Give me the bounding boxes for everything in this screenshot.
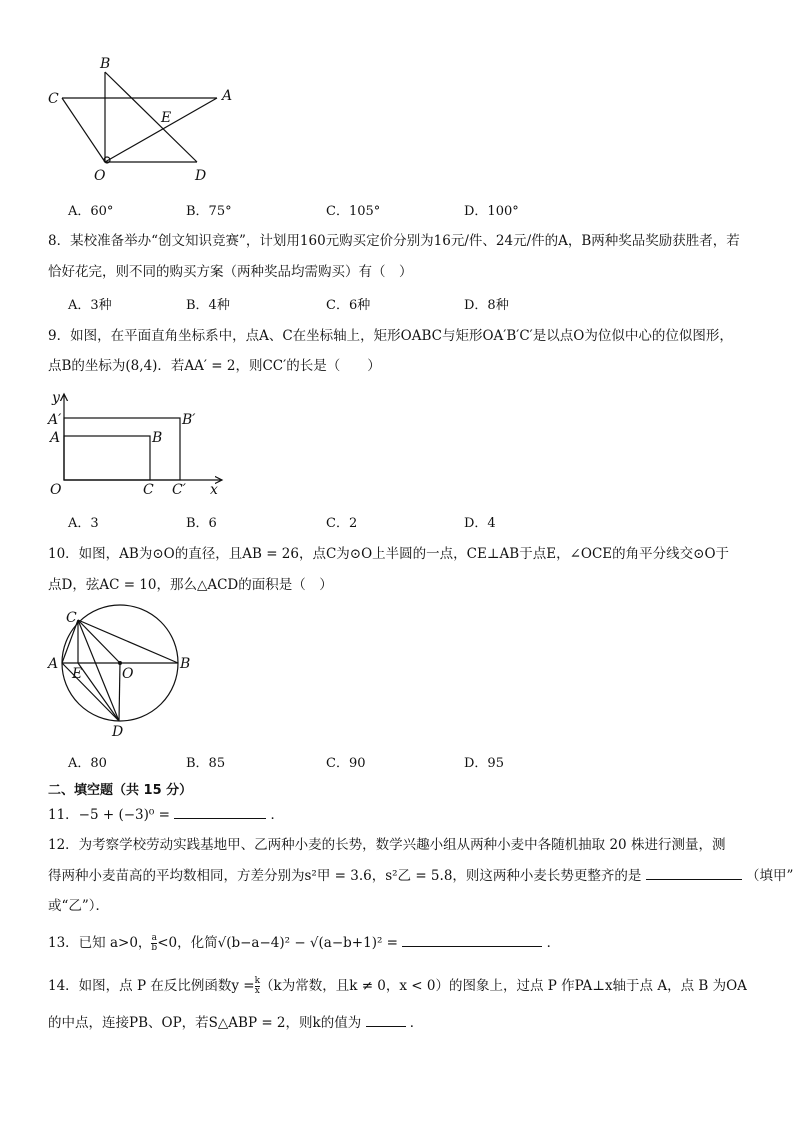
q14-answer-blank[interactable] [366,1012,406,1027]
q14-end: ． [409,1015,424,1031]
q13-pre: 13．已知 a>0， [48,935,152,951]
q13-numerator: a [151,933,157,943]
q9-line-2: 点B的坐标为(8,4)．若AA′ = 2，则CC′的长是（ ） [48,358,381,374]
label-b: B [152,430,163,446]
q12-line-3: 或“乙”）． [48,898,110,914]
label-a: A [48,656,59,672]
section-title: 二、填空题（共 15 分） [48,783,193,798]
q13-mid: <0，化简√(b−a−4)² − √(a−b+1)² = [157,935,398,951]
q10-option-a[interactable]: A．80 [68,756,107,771]
q13 [48,932,560,953]
q8-line-2: 恰好花完，则不同的购买方案（两种奖品均需购买）有（ ） [48,264,413,280]
q13-end: ． [546,935,561,951]
q10-option-d[interactable]: D．95 [464,756,504,771]
q14-line-2-text: 的中点，连接PB、OP，若S△ABP = 2，则k的值为 [48,1015,362,1031]
q7-option-d[interactable]: D．100° [464,204,519,219]
q9-option-d[interactable]: D．4 [464,516,496,531]
q7-option-c[interactable]: C．105° [326,204,381,219]
q14-line-2 [48,1012,423,1033]
q11-end: ． [270,807,285,823]
rectangle-oa1b1c1 [64,418,180,480]
q13-denominator: b [151,943,158,953]
q12-line-2-tail: （填甲” [746,868,794,884]
q10-line-1: 10．如图，AB为⊙O的直径，且AB = 26，点C为⊙O上半圆的一点，CE⊥AB于点E，∠OCE的角平分线交⊙O于 [48,546,730,562]
label-a: A [50,430,61,446]
q7-option-a[interactable]: A．60° [68,204,114,219]
q12-line-1: 12．为考察学校劳动实践基地甲、乙两种小麦的长势，数学兴趣小组从两种小麦中各随机抽取 20 株进行测量，测 [48,837,726,853]
chord-ac [62,620,78,663]
q8-option-d[interactable]: D．8种 [464,298,509,313]
q11 [48,804,284,825]
q8-option-a[interactable]: A．3种 [68,298,112,313]
figure-q9 [44,388,244,503]
q8-option-b[interactable]: B．4种 [186,298,230,313]
figure-q10 [44,604,204,739]
label-c: C [66,610,77,626]
q9-option-b[interactable]: B．6 [186,516,217,531]
q9-option-c[interactable]: C．2 [326,516,358,531]
label-x: x [210,482,218,498]
q8-line-1: 8．某校准备举办“创文知识竞赛”，计划用160元购买定价分别为16元/件、24元/件的A，B两种奖品奖励获胜者，若 [48,233,740,249]
q11-text: 11．−5 + (−3)⁰ = [48,807,170,823]
q13-answer-blank[interactable] [402,932,542,947]
label-d: D [112,724,124,739]
label-c: C [143,482,154,498]
segment-od [119,663,120,721]
label-a: A [222,88,233,104]
label-b-prime: B′ [182,412,196,428]
label-y: y [52,390,60,406]
q12-answer-blank[interactable] [646,865,742,880]
label-o: O [122,666,134,682]
rectangle-oabc [64,436,150,480]
label-e: E [72,666,83,682]
label-c: C [48,91,59,107]
q14-post: （k为常数，且k ≠ 0，x < 0）的图象上，过点 P 作PA⊥x轴于点 A，点 B 为OA [260,978,747,994]
q8-option-c[interactable]: C．6种 [326,298,371,313]
label-a-prime: A′ [48,412,62,428]
q10-option-c[interactable]: C．90 [326,756,366,771]
q14-denominator: x [254,986,260,996]
q9-option-a[interactable]: A．3 [68,516,99,531]
q12-line-2-text: 得两种小麦苗高的平均数相同，方差分别为s²甲 = 3.6，s²乙 = 5.8，则这两种小麦长势更整齐的是 [48,868,642,884]
q7-option-b[interactable]: B．75° [186,204,232,219]
label-b: B [100,56,111,72]
label-o: O [50,482,62,498]
segment-oa [105,98,217,162]
label-d: D [195,168,207,184]
label-b: B [180,656,191,672]
segment-co [62,98,105,162]
q14-numerator: k [254,976,261,986]
q11-answer-blank[interactable] [174,804,266,819]
label-e: E [161,110,172,126]
q14-pre: 14．如图，点 P 在反比例函数y = [48,978,255,994]
q10-line-2: 点D，弦AC = 10，那么△ACD的面积是（ ） [48,577,333,593]
q12-line-2 [48,865,793,886]
figure-q7 [40,52,250,187]
segment-co [78,620,120,663]
center-point [118,661,122,665]
label-c-prime: C′ [172,482,186,498]
q14-line-1 [48,976,747,996]
q10-option-b[interactable]: B．85 [186,756,226,771]
label-o: O [94,168,106,184]
q9-line-1: 9．如图，在平面直角坐标系中，点A、C在坐标轴上，矩形OABC与矩形OA′B′C′是以点O为位似中心的位似图形， [48,328,733,344]
